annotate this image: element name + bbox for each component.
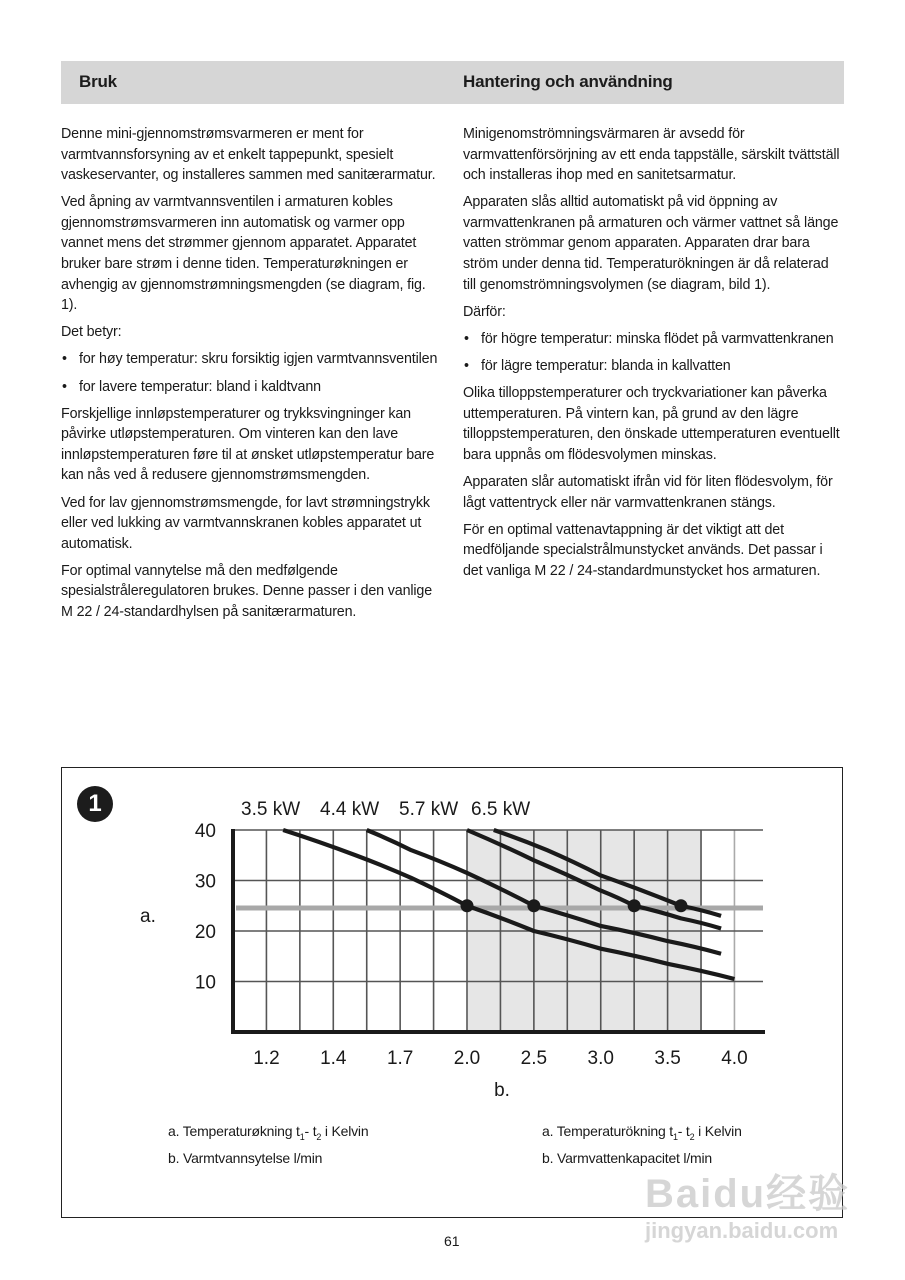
page-number: 61 <box>444 1233 460 1249</box>
legend-text: - t <box>304 1123 317 1139</box>
legend-b-norwegian: b. Varmtvannsytelse l/min <box>168 1150 323 1166</box>
series-label: 5.7 kW <box>399 799 459 820</box>
x-tick-label: 1.7 <box>386 1048 414 1069</box>
legend-text: - t <box>677 1123 690 1139</box>
paragraph: Olika tilloppstemperaturer och tryckvariationer kan påverka uttemperaturen. På vintern kan, på grund av den lägre tilloppstemperaturen, den önskade uttemperaturen eventuellt bara uppnås om flödesvolymen minskas. <box>463 385 840 463</box>
bullet-item: • for høy temperatur: skru forsiktig igjen varmtvannsventilen <box>61 349 441 370</box>
figure-number-badge: 1 <box>77 786 113 822</box>
section-title-swedish: Hantering och användning <box>463 72 673 91</box>
paragraph: Apparaten slås alltid automatiskt på vid öppning av varmvattenkranen på armaturen och värmer vattnet så länge vatten strömmar genom apparaten. Apparaten drar bara ström under denna tid. Temperaturökningen är då relaterad till genomströmningsvolymen (se diagram, bild 1). <box>463 194 839 293</box>
bullet-item: • för lägre temperatur: blanda in kallvatten <box>463 356 843 377</box>
legend-b-swedish: b. Varmvattenkapacitet l/min <box>542 1150 712 1166</box>
subscript: 2 <box>689 1131 695 1142</box>
x-tick-label: 4.0 <box>721 1048 748 1069</box>
x-axis-letter: b. <box>494 1080 510 1101</box>
paragraph: Apparaten slår automatiskt ifrån vid för liten flödesvolym, för lågt vattentryck eller när varmvattenkranen stängs. <box>463 473 833 511</box>
series-label: 6.5 kW <box>471 799 531 820</box>
y-tick-label: 30 <box>194 871 216 893</box>
paragraph: For optimal vannytelse må den medfølgende spesialstråleregulatoren brukes. Denne passer i den vanlige M 22 / 24-standardhylsen på sanitærarmaturen. <box>61 562 433 620</box>
subscript: 1 <box>299 1131 305 1142</box>
marker-point <box>527 899 540 912</box>
paragraph: Minigenomströmningsvärmaren är avsedd för varmvattenförsörjning av ett enda tappställe, särskilt tvättställ och installeras ihop med en sanitetsarmatur. <box>463 126 840 184</box>
marker-point <box>628 899 641 912</box>
subscript: 2 <box>316 1131 322 1142</box>
series-label: 4.4 kW <box>320 799 380 820</box>
y-tick-label: 20 <box>194 922 216 943</box>
subscript: 1 <box>672 1131 678 1142</box>
y-tick-label: 10 <box>194 972 216 994</box>
baidu-watermark-url: jingyan.baidu.com <box>645 1218 839 1243</box>
series-labels <box>241 799 530 820</box>
legend-text: a. Temperaturökning t <box>542 1123 673 1139</box>
x-tick-label: 1.4 <box>320 1048 347 1069</box>
paragraph: Ved for lav gjennomstrømsmengde, for lavt strømningstrykk eller ved lukking av varmtvannskranen kobles apparatet ut automatisk. <box>61 494 430 552</box>
paragraph: Forskjellige innløpstemperaturer og trykksvingninger kan påvirke utløpstemperaturen. Om vinteren kan den lave innløpstemperaturen føre til at ønsket utløpstemperatur bare kan nås ved å redusere gjennomstrømsmengden. <box>61 405 435 484</box>
paragraph: Ved åpning av varmtvannsventilen i armaturen kobles gjennomstrømsvarmeren inn automatisk og varmer opp vannet mens det strømmer gjennom apparatet. Apparatet bruker bare strøm i denne tiden. Temperaturøkningen er avhengig av gjennomstrømningsmengden (se diagram, fig. 1). <box>61 194 426 314</box>
paragraph: Denne mini-gjennomstrømsvarmeren er ment for varmtvannsforsyning av et enkelt tappepunkt, spesielt vaskeservanter, og installeres sammen med sanitærarmatur. <box>61 126 436 184</box>
y-axis-letter: a. <box>140 906 156 927</box>
legend-text: a. Temperaturøkning t <box>168 1123 300 1139</box>
x-tick-labels <box>253 1048 747 1069</box>
paragraph: Därför: <box>463 303 506 320</box>
legend-a-norwegian <box>168 1123 368 1142</box>
y-tick-label: 40 <box>194 821 216 842</box>
legend-text: i Kelvin <box>694 1123 742 1139</box>
x-tick-label: 3.0 <box>587 1048 614 1069</box>
legend-text: i Kelvin <box>321 1123 369 1139</box>
y-tick-labels <box>195 821 216 994</box>
paragraph: Det betyr: <box>61 324 122 341</box>
series-label: 3.5 kW <box>241 799 301 820</box>
legend-a-swedish <box>542 1123 742 1142</box>
marker-point <box>674 899 687 912</box>
x-tick-label: 3.5 <box>654 1048 681 1069</box>
section-title-norwegian: Bruk <box>79 72 117 91</box>
baidu-watermark-logo: Baidu经验 <box>645 1172 851 1216</box>
marker-point <box>461 899 474 912</box>
bullet-item: • för högre temperatur: minska flödet på varmvattenkranen <box>463 329 843 350</box>
x-tick-label: 1.2 <box>253 1048 280 1069</box>
paragraph: För en optimal vattenavtappning är det viktigt att det medföljande specialstrålmunstycket används. Det passar i det vanliga M 22 / 24-standardmunstycket hos armaturen. <box>463 521 823 579</box>
x-tick-label: 2.0 <box>453 1048 481 1069</box>
x-tick-label: 2.5 <box>520 1048 548 1069</box>
bullet-item: • for lavere temperatur: bland i kaldtvann <box>61 377 441 398</box>
